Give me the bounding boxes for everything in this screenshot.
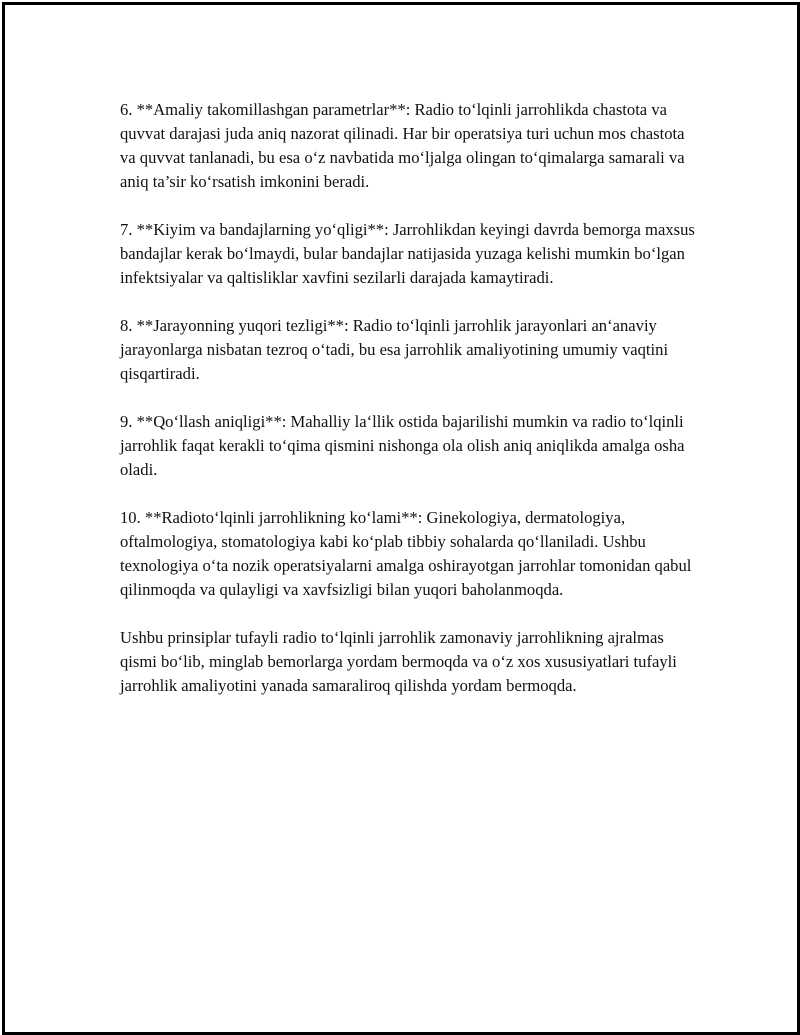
page-frame (2, 2, 800, 1035)
paragraph-10: 10. **Radioto‘lqinli jarrohlikning ko‘lami**: Ginekologiya, dermatologiya, oftalmologiya, stomatologiya kabi ko‘plab tibbiy sohalarda qo‘llaniladi. Ushbu texnologiya o‘ta nozik operatsiyalarni amalga oshirayotgan jarrohlar tomonidan qabul qilinmoqda va qulayligi va xavfsizligi bilan yuqori baholanmoqda. (120, 508, 692, 599)
paragraph-9: 9. **Qo‘llash aniqligi**: Mahalliy la‘llik ostida bajarilishi mumkin va radio to‘lqinli jarrohlik faqat kerakli to‘qima qismini nishonga ola olish aniq aniqlikda amalga osha oladi. (120, 412, 685, 479)
paragraph-7: 7. **Kiyim va bandajlarning yo‘qligi**: Jarrohlikdan keyingi davrda bemorga maxsus bandajlar kerak bo‘lmaydi, bular bandajlar natijasida yuzaga kelishi mumkin bo‘lgan infektsiyalar va qaltisliklar xavfini sezilarli darajada kamaytiradi. (120, 220, 695, 287)
paragraph-8: 8. **Jarayonning yuqori tezligi**: Radio to‘lqinli jarrohlik jarayonlari an‘anaviy jarayonlarga nisbatan tezroq o‘tadi, bu esa jarrohlik amaliyotining umumiy vaqtini qisqartiradi. (120, 316, 669, 383)
document-body (120, 98, 695, 722)
paragraph-6: 6. **Amaliy takomillashgan parametrlar**: Radio to‘lqinli jarrohlikda chastota va quvvat darajasi juda aniq nazorat qilinadi. Har bir operatsiya turi uchun mos chastota va quvvat tanlanadi, bu esa o‘z navbatida mo‘ljalga olingan to‘qimalarga samarali va aniq ta’sir ko‘rsatish imkonini beradi. (120, 100, 685, 191)
paragraph-conclusion: Ushbu prinsiplar tufayli radio to‘lqinli jarrohlik zamonaviy jarrohlikning ajralmas qismi bo‘lib, minglab bemorlarga yordam bermoqda va o‘z xos xususiyatlari tufayli jarrohlik amaliyotini yanada samaraliroq qilishda yordam bermoqda. (120, 628, 677, 695)
